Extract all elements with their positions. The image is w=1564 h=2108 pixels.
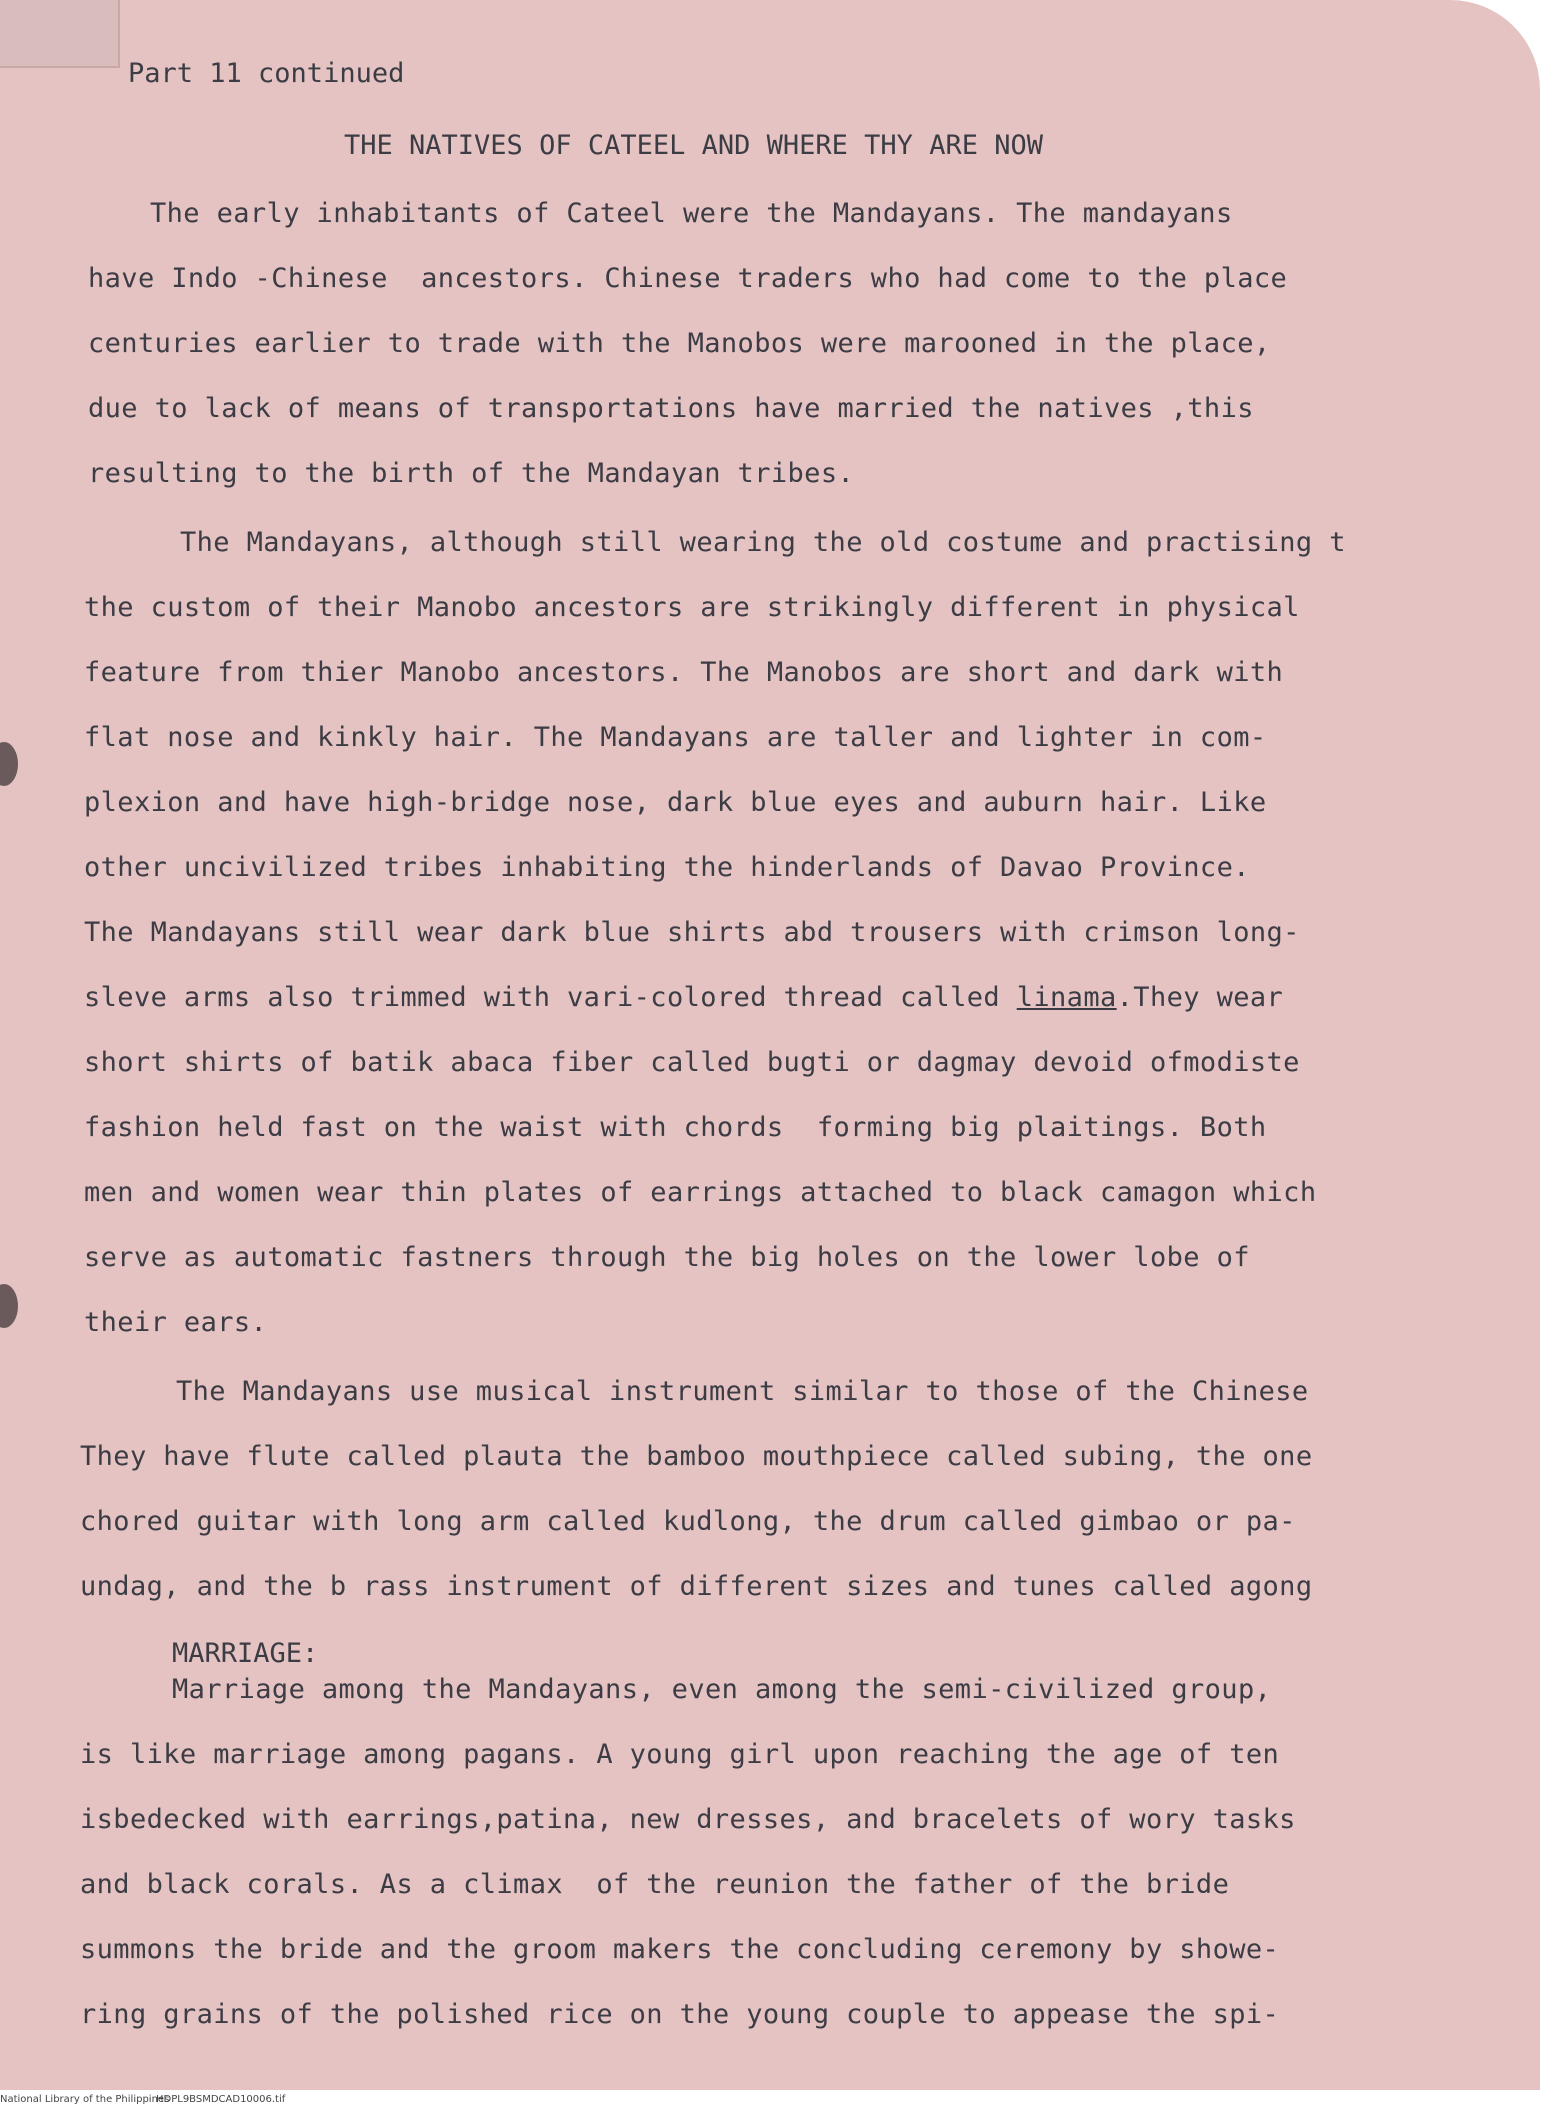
text-line: The early inhabitants of Cateel were the Mandayans. The mandayans [150, 198, 1233, 229]
text-line: chored guitar with long arm called kudlong, the drum called gimbao or pa- [80, 1506, 1296, 1537]
text-line: have Indo -Chinese ancestors. Chinese traders who had come to the place [88, 263, 1288, 294]
text-line: and black corals. As a climax of the reunion the father of the bride [80, 1869, 1230, 1900]
text-line: summons the bride and the groom makers the concluding ceremony by showe- [80, 1934, 1280, 1965]
text-line: The Mandayans still wear dark blue shirts abd trousers with crimson long- [84, 917, 1300, 948]
text-line-end: .They wear [1116, 982, 1284, 1013]
text-line: The Mandayans use musical instrument similar to those of the Chinese [176, 1376, 1309, 1407]
text-line: men and women wear thin plates of earrings attached to black camagon which [84, 1177, 1317, 1208]
footer-file-name: HDPL9BSMDCAD10006.tif [156, 2094, 286, 2105]
footer-library-name: National Library of the Philippines [0, 2094, 170, 2105]
part-label: Part 11 continued [128, 58, 405, 89]
punch-hole [0, 1284, 18, 1328]
text-line: their ears. [84, 1307, 268, 1338]
text-line: ring grains of the polished rice on the young couple to appease the spi- [80, 1999, 1280, 2030]
text-line: feature from thier Manobo ancestors. The Manobos are short and dark with [84, 657, 1284, 688]
text-line: They have flute called plauta the bamboo mouthpiece called subing, the one [80, 1441, 1313, 1472]
text-line: fashion held fast on the waist with chords forming big plaitings. Both [84, 1112, 1267, 1143]
text-line: the custom of their Manobo ancestors are strikingly different in physical [84, 592, 1300, 623]
text-line: The Mandayans, although still wearing the old costume and practising t [180, 527, 1346, 558]
text-line-start: sleve arms also trimmed with vari-colored thread called [84, 982, 1017, 1013]
text-line: other uncivilized tribes inhabiting the hinderlands of Davao Province. [84, 852, 1250, 883]
text-line: isbedecked with earrings,patina, new dresses, and bracelets of wory tasks [80, 1804, 1296, 1835]
text-line: Marriage among the Mandayans, even among the semi-civilized group, [172, 1674, 1272, 1705]
text-line: centuries earlier to trade with the Manobos were marooned in the place, [88, 328, 1271, 359]
document-title: THE NATIVES OF CATEEL AND WHERE THY ARE NOW [344, 130, 1043, 161]
text-line: undag, and the b rass instrument of different sizes and tunes called agong [80, 1571, 1313, 1602]
text-line: plexion and have high-bridge nose, dark blue eyes and auburn hair. Like [84, 787, 1267, 818]
text-line: is like marriage among pagans. A young girl upon reaching the age of ten [80, 1739, 1280, 1770]
punch-hole [0, 742, 18, 786]
text-line: short shirts of batik abaca fiber called bugti or dagmay devoid ofmodiste [84, 1047, 1300, 1078]
text-line: due to lack of means of transportations have married the natives ,this [88, 393, 1254, 424]
text-line: resulting to the birth of the Mandayan tribes. [88, 458, 855, 489]
underlined-term: linama [1016, 982, 1117, 1013]
text-line [84, 982, 1283, 1013]
section-heading: MARRIAGE: [172, 1638, 319, 1669]
text-line: flat nose and kinkly hair. The Mandayans are taller and lighter in com- [84, 722, 1267, 753]
tape-strip [0, 0, 120, 68]
text-line: serve as automatic fastners through the big holes on the lower lobe of [84, 1242, 1250, 1273]
